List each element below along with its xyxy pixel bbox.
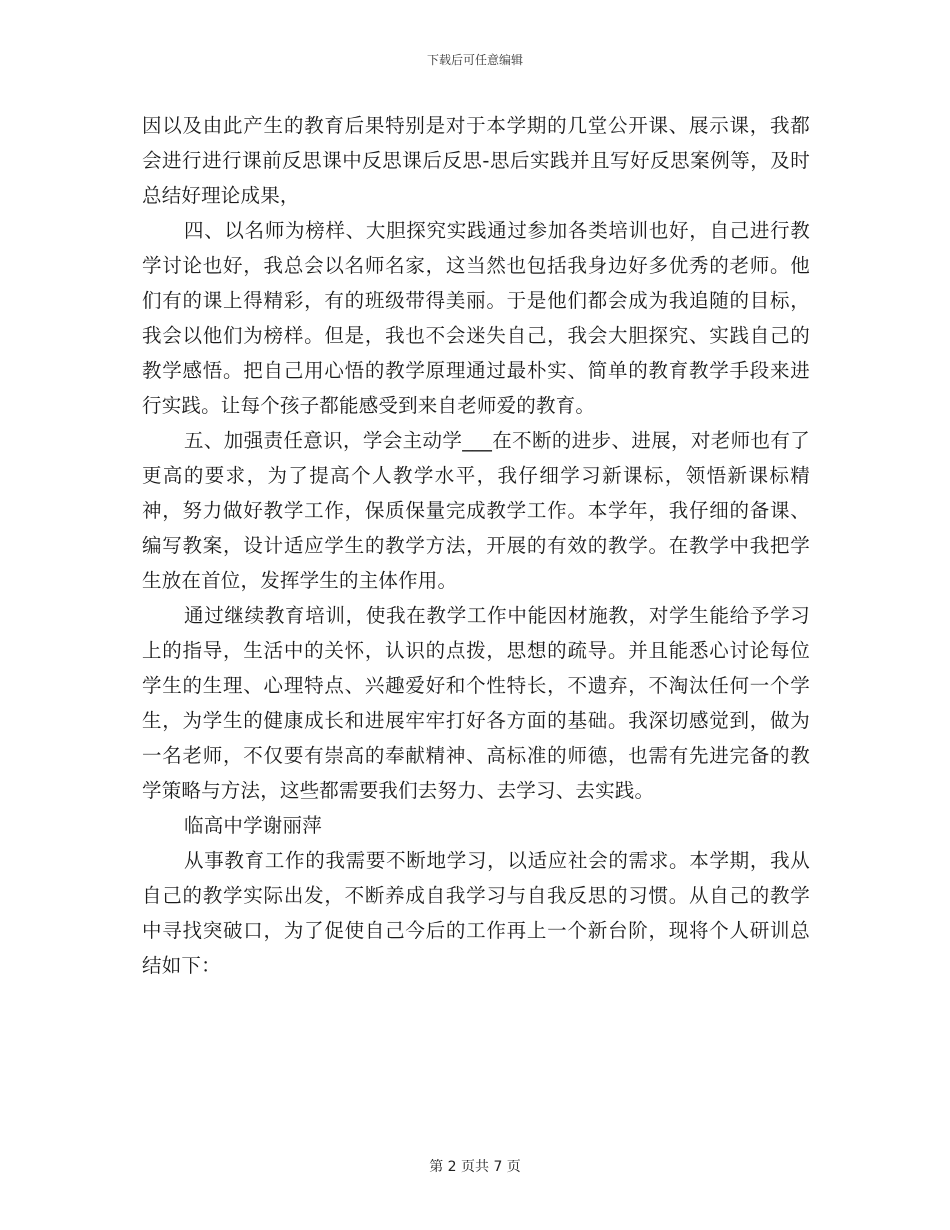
author-line: 临高中学谢丽萍	[184, 814, 322, 837]
page-number: 第 2 页共 7 页	[429, 1159, 521, 1175]
page-header-note: 下载后可任意编辑	[426, 53, 523, 67]
paragraph-section-four: 四、以名师为榜样、大胆探究实践通过参加各类培训也好，自己进行教学讨论也好，我总会以名师名家，这当然也包括我身边好多优秀的老师。他们有的课上得精彩，有的班级带得美丽。于是他们都会成为我追随的目标，我会以他们为榜样。但是，我也不会迷失自己，我会大胆探究、实践自己的教学感悟。把自己用心悟的教学原理通过最朴实、简单的教育教学手段来进行实践。让每个孩子都能感受到来自老师爱的教育。	[142, 219, 810, 417]
paragraph-continuation: 因以及由此产生的教育后果特别是对于本学期的几堂公开课、展示课，我都会进行进行课前反思课中反思课后反思-思后实践并且写好反思案例等，及时总结好理论成果，	[142, 114, 810, 207]
paragraph-continuing-education: 通过继续教育培训，使我在教学工作中能因材施教，对学生能给予学习上的指导，生活中的关怀，认识的点拨，思想的疏导。并且能悉心讨论每位学生的生理、心理特点、兴趣爱好和个性特长，不遗弃，不淘汰任何一个学生，为学生的健康成长和进展牢牢打好各方面的基础。我深切感觉到，做为一名老师，不仅要有崇高的奉献精神、高标准的师德，也需有先进完备的教学策略与方法，这些都需要我们去努力、去学习、去实践。	[142, 604, 810, 802]
document-body	[142, 108, 810, 983]
paragraph-section-five: 五、加强责任意识，学会主动学___在不断的进步、进展，对老师也有了更高的要求，为了提高个人教学水平，我仔细学习新课标，领悟新课标精神，努力做好教学工作，保质保量完成教学工作。本学年，我仔细的备课、编写教案，设计适应学生的教学方法，开展的有效的教学。在教学中我把学生放在首位，发挥学生的主体作用。	[142, 429, 810, 592]
paragraph-summary-intro: 从事教育工作的我需要不断地学习，以适应社会的需求。本学期，我从自己的教学实际出发，不断养成自我学习与自我反思的习惯。从自己的教学中寻找突破口，为了促使自己今后的工作再上一个新台阶，现将个人研训总结如下：	[142, 849, 810, 977]
